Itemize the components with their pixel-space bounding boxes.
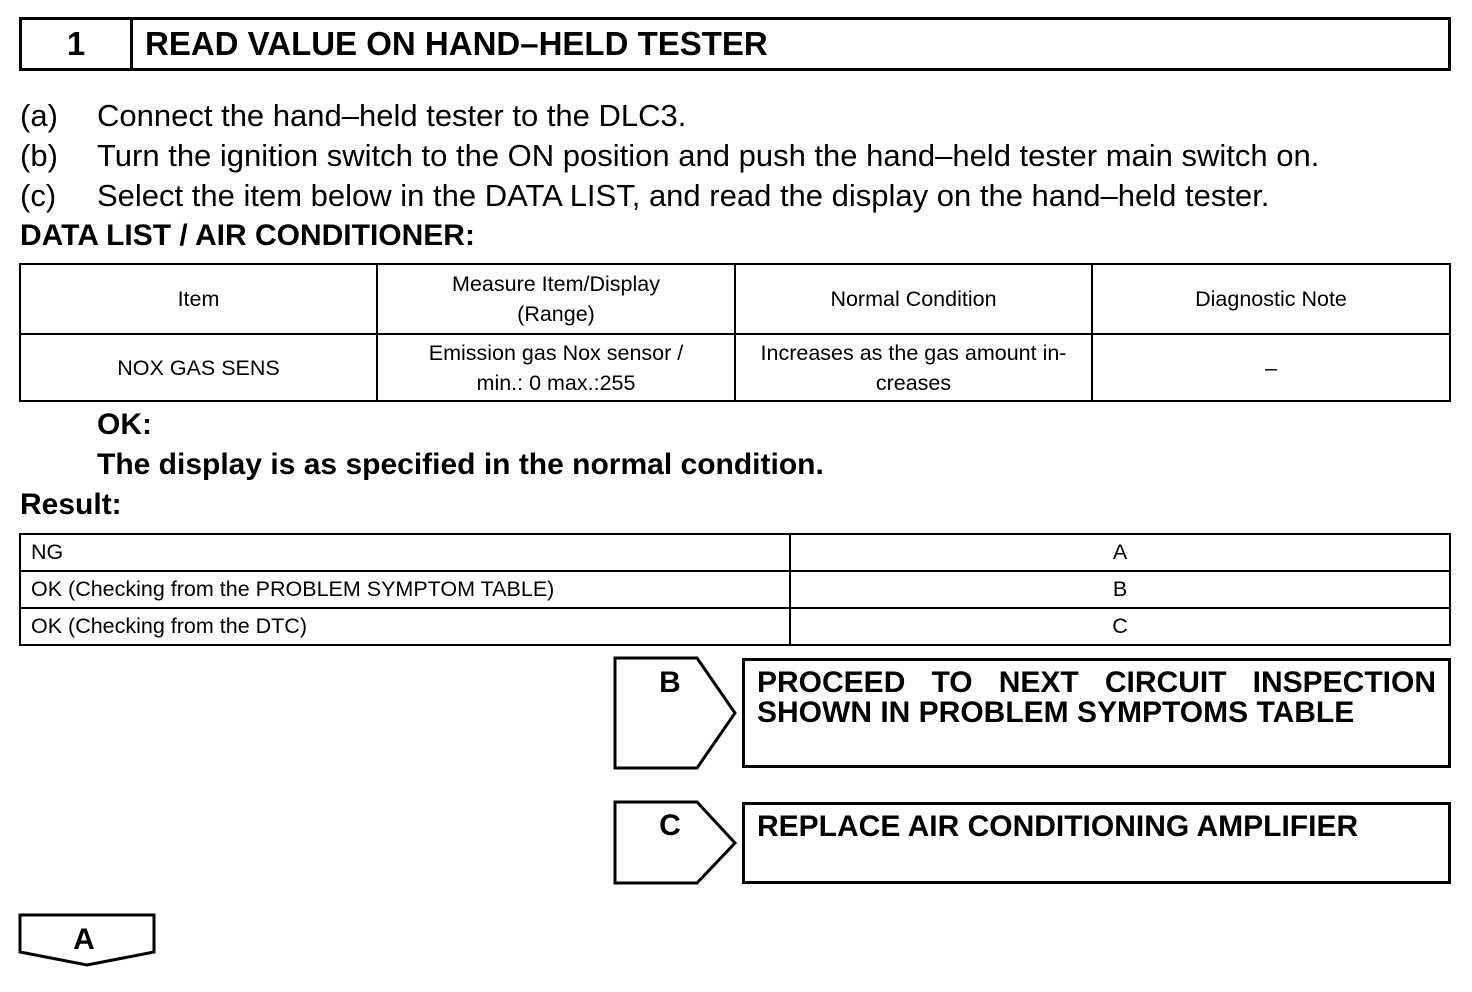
result-condition: NG [20, 534, 790, 571]
cell-line: min.: 0 max.:255 [476, 370, 636, 395]
cell-line: creases [875, 370, 952, 395]
result-code: B [790, 571, 1450, 608]
branch-c-action-box [742, 802, 1451, 884]
instruction-text: Select the item below in the DATA LIST, and read the display on the hand–held tester. [97, 178, 1270, 213]
cell-normal-condition [735, 334, 1092, 401]
step-header [19, 17, 1451, 71]
cell-diagnostic-note [1092, 334, 1450, 401]
instruction-label: (a) [20, 98, 58, 133]
table-row [20, 571, 1450, 608]
cell-line: Emission gas Nox sensor / [428, 340, 684, 365]
cell-line: NOX GAS SENS [117, 355, 280, 380]
data-list-table [19, 263, 1451, 402]
instruction-label: (b) [20, 138, 58, 173]
header-line: Diagnostic Note [1195, 287, 1347, 311]
cell-line: Increases as the gas amount in- [760, 340, 1067, 365]
branch-b-action-box [742, 658, 1451, 768]
result-table [19, 533, 1451, 646]
instruction-item-c [20, 176, 1460, 216]
continue-a-code: A [73, 923, 95, 956]
table-row [20, 534, 1450, 571]
header-line: Item [177, 287, 220, 311]
column-header-item [20, 264, 377, 334]
result-condition: OK (Checking from the DTC) [20, 608, 790, 645]
step-title: READ VALUE ON HAND–HELD TESTER [145, 25, 768, 62]
cell-measure-item [377, 334, 735, 401]
header-line: (Range) [517, 302, 595, 326]
cell-line: – [1265, 355, 1277, 380]
result-heading: Result: [20, 488, 122, 521]
column-header-diagnostic-note [1092, 264, 1450, 334]
cell-item [20, 334, 377, 401]
step-number: 1 [22, 20, 133, 68]
ok-spec-text: The display is as specified in the normal condition. [97, 448, 824, 481]
header-line: Normal Condition [830, 287, 997, 311]
data-list-heading: DATA LIST / AIR CONDITIONER: [20, 219, 475, 252]
instruction-item-a [20, 96, 1460, 136]
column-header-measure-item [377, 264, 735, 334]
result-condition: OK (Checking from the PROBLEM SYMPTOM TABLE) [20, 571, 790, 608]
result-code: A [790, 534, 1450, 571]
branch-b-action-text: PROCEED TO NEXT CIRCUIT INSPECTION SHOWN IN PROBLEM SYMPTOMS TABLE [757, 666, 1436, 729]
table-row [20, 334, 1450, 401]
table-header-row [20, 264, 1450, 334]
instruction-item-b [20, 136, 1460, 176]
instruction-list [20, 96, 1460, 216]
instruction-text: Turn the ignition switch to the ON position and push the hand–held tester main switch on. [97, 138, 1320, 173]
header-line: Measure Item/Display [452, 272, 660, 296]
branch-c-action-text: REPLACE AIR CONDITIONING AMPLIFIER [757, 810, 1359, 843]
column-header-normal-condition [735, 264, 1092, 334]
branch-b-code: B [659, 666, 681, 699]
ok-label: OK: [97, 408, 152, 441]
table-row [20, 608, 1450, 645]
instruction-text: Connect the hand–held tester to the DLC3. [97, 98, 687, 133]
result-code: C [790, 608, 1450, 645]
branch-c-code: C [659, 809, 681, 842]
instruction-label: (c) [20, 178, 57, 213]
